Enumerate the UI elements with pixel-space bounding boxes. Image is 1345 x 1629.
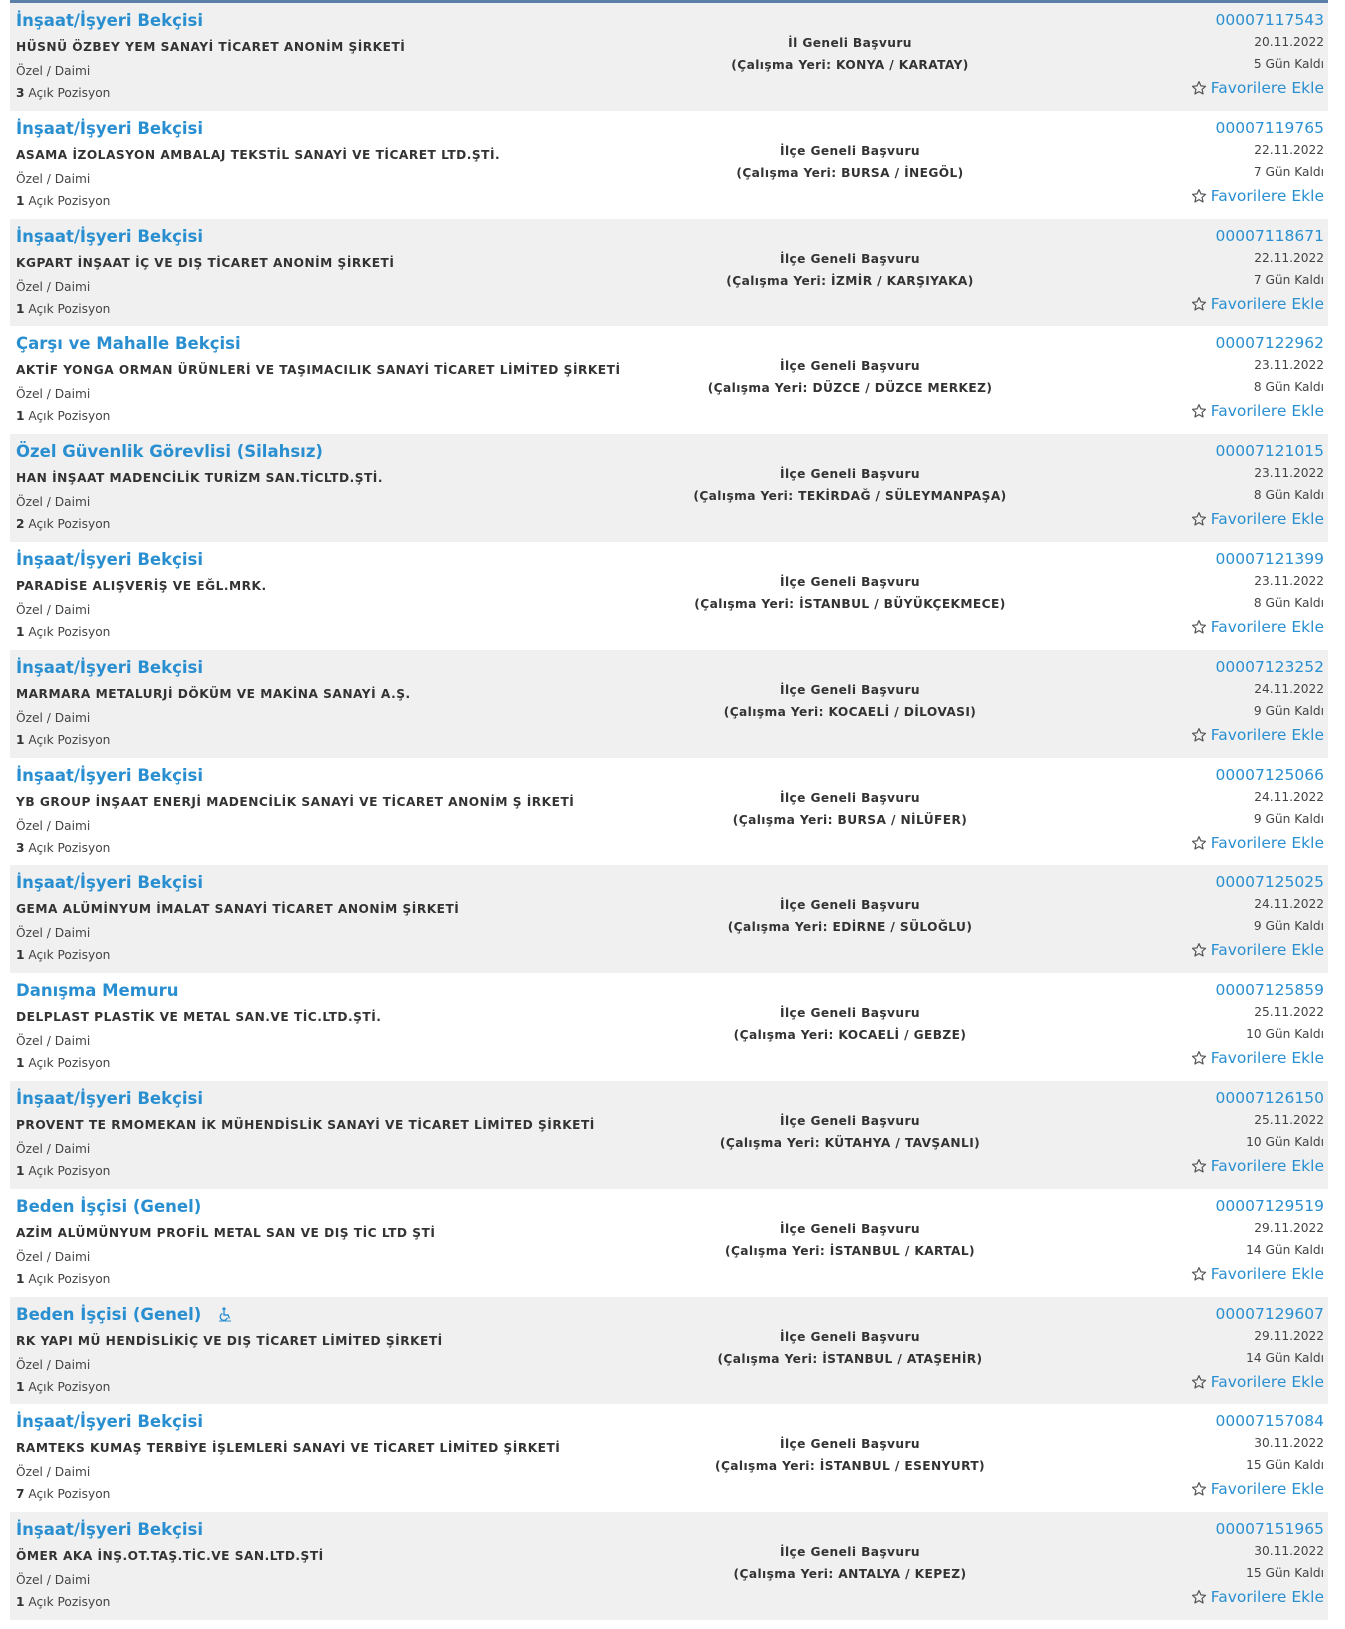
open-positions-count: 1: [16, 193, 25, 208]
job-listing-row: [10, 1081, 1328, 1189]
add-to-favorites-label: Favorilere Ekle: [1210, 79, 1324, 97]
application-type: İlçe Geneli Başvuru: [780, 251, 920, 266]
job-title-link[interactable]: [16, 1089, 203, 1108]
open-positions-count: 1: [16, 301, 25, 316]
job-listing-row: [10, 1512, 1328, 1620]
application-info: [630, 36, 1070, 72]
days-left: 8 Gün Kaldı: [1253, 488, 1324, 503]
company-name: DELPLAST PLASTİK VE METAL SAN.VE TİC.LTD.ŞTİ.: [16, 1010, 382, 1025]
job-title-text: İnşaat/İşyeri Bekçisi: [16, 549, 203, 569]
work-place: (Çalışma Yeri: EDİRNE / SÜLOĞLU): [727, 920, 973, 935]
listing-info: [10, 326, 636, 434]
company-name: KGPART İNŞAAT İÇ VE DIŞ TİCARET ANONİM ŞİRKETİ: [16, 255, 395, 270]
open-positions-label: Açık Pozisyon: [28, 1056, 111, 1071]
days-left: 9 Gün Kaldı: [1253, 811, 1324, 826]
employment-type: Özel / Daimi: [16, 1465, 91, 1480]
job-listing-list: [10, 0, 1328, 1620]
job-listing-row: [10, 758, 1328, 866]
listing-meta: [1084, 1089, 1324, 1178]
listing-date: 24.11.2022: [1254, 681, 1324, 696]
job-number-link[interactable]: 00007121015: [1215, 442, 1324, 461]
listing-info: [10, 111, 636, 219]
open-positions: [16, 517, 110, 531]
star-outline-icon: [1191, 942, 1207, 958]
job-listing-row: [10, 3, 1328, 111]
star-outline-icon: [1191, 1374, 1207, 1390]
job-title-link[interactable]: [16, 873, 203, 892]
add-to-favorites-button[interactable]: [1191, 1049, 1324, 1067]
listing-meta: [1084, 873, 1324, 962]
listing-date: 23.11.2022: [1254, 358, 1324, 373]
application-info: [630, 1437, 1070, 1473]
days-left: 15 Gün Kaldı: [1246, 1458, 1324, 1473]
add-to-favorites-label: Favorilere Ekle: [1210, 941, 1324, 960]
application-type: İlçe Geneli Başvuru: [780, 1113, 920, 1128]
application-info: [630, 898, 1070, 934]
job-title-link[interactable]: [16, 550, 203, 569]
add-to-favorites-button[interactable]: [1191, 941, 1324, 959]
listing-meta: [1084, 766, 1324, 855]
company-name: HÜSNÜ ÖZBEY YEM SANAYİ TİCARET ANONİM ŞİRKETİ: [16, 40, 406, 54]
job-title-link[interactable]: [16, 766, 203, 785]
listing-date: 22.11.2022: [1254, 142, 1324, 157]
work-place: (Çalışma Yeri: İSTANBUL / ATAŞEHİR): [717, 1351, 983, 1366]
listing-meta: [1084, 442, 1324, 531]
add-to-favorites-button[interactable]: [1191, 1480, 1324, 1498]
listing-meta: [1084, 1197, 1324, 1286]
add-to-favorites-button[interactable]: [1191, 187, 1324, 205]
application-type: İlçe Geneli Başvuru: [780, 1545, 920, 1560]
employment-type: Özel / Daimi: [16, 64, 91, 78]
open-positions: [16, 194, 110, 208]
company-name: MARMARA METALURJİ DÖKÜM VE MAKİNA SANAYİ A.Ş.: [16, 686, 411, 701]
star-outline-icon: [1191, 727, 1207, 743]
employment-type: Özel / Daimi: [16, 710, 91, 725]
work-place: (Çalışma Yeri: KOCAELİ / GEBZE): [733, 1028, 967, 1043]
open-positions-label: Açık Pozisyon: [28, 1595, 111, 1610]
listing-info: [10, 1297, 636, 1405]
job-title-text: Çarşı ve Mahalle Bekçisi: [16, 334, 241, 354]
days-left: 9 Gün Kaldı: [1253, 703, 1324, 718]
add-to-favorites-button[interactable]: [1191, 834, 1324, 852]
application-type: İlçe Geneli Başvuru: [780, 1329, 920, 1344]
open-positions-label: Açık Pozisyon: [28, 301, 111, 316]
open-positions: [16, 625, 110, 639]
days-left: 10 Gün Kaldı: [1246, 1027, 1324, 1042]
work-place: (Çalışma Yeri: BURSA / NİLÜFER): [732, 812, 968, 827]
employment-type: Özel / Daimi: [16, 602, 91, 617]
company-name: AZİM ALÜMÜNYUM PROFİL METAL SAN VE DIŞ TİC LTD ŞTİ: [16, 1225, 436, 1240]
listing-meta: [1084, 1412, 1324, 1501]
listing-meta: [1084, 119, 1324, 208]
job-title-link[interactable]: [16, 981, 179, 1000]
job-title-link[interactable]: [16, 658, 203, 677]
days-left: 10 Gün Kaldı: [1246, 1134, 1324, 1149]
add-to-favorites-button[interactable]: [1191, 1373, 1324, 1391]
job-title-link[interactable]: [16, 1197, 201, 1216]
application-type: İlçe Geneli Başvuru: [780, 467, 920, 482]
listing-info: [10, 865, 636, 973]
job-listing-row: [10, 326, 1328, 434]
company-name: AKTİF YONGA ORMAN ÜRÜNLERİ VE TAŞIMACILIK SANAYİ TİCARET LİMİTED ŞİRKETİ: [16, 363, 621, 378]
add-to-favorites-label: Favorilere Ekle: [1210, 1372, 1324, 1391]
star-outline-icon: [1191, 835, 1207, 851]
application-info: [630, 252, 1070, 288]
star-outline-icon: [1191, 188, 1207, 204]
application-info: [630, 144, 1070, 180]
company-name: ÖMER AKA İNŞ.OT.TAŞ.TİC.VE SAN.LTD.ŞTİ: [16, 1549, 324, 1564]
company-name: RK YAPI MÜ HENDİSLİKİÇ VE DIŞ TİCARET LİMİTED ŞİRKETİ: [16, 1333, 443, 1348]
job-title-text: İnşaat/İşyeri Bekçisi: [16, 1412, 203, 1432]
company-name: PARADİSE ALIŞVERİŞ VE EĞL.MRK.: [16, 578, 267, 593]
listing-info: [10, 542, 636, 650]
open-positions-label: Açık Pozisyon: [28, 1487, 111, 1502]
work-place: (Çalışma Yeri: ANTALYA / KEPEZ): [733, 1567, 967, 1582]
add-to-favorites-button[interactable]: [1191, 402, 1324, 420]
application-info: [630, 575, 1070, 611]
employment-type: Özel / Daimi: [16, 926, 91, 941]
job-number-link[interactable]: 00007123252: [1215, 657, 1324, 676]
open-positions-label: Açık Pozisyon: [28, 409, 111, 424]
star-outline-icon: [1191, 1158, 1207, 1174]
star-outline-icon: [1191, 1266, 1207, 1282]
job-title-text: İnşaat/İşyeri Bekçisi: [16, 765, 203, 785]
application-info: [630, 1222, 1070, 1258]
job-title-text: İnşaat/İşyeri Bekçisi: [16, 657, 203, 677]
days-left: 5 Gün Kaldı: [1253, 57, 1324, 71]
job-listing-row: [10, 650, 1328, 758]
open-positions: [16, 302, 110, 316]
open-positions-count: 1: [16, 1163, 25, 1178]
employment-type: Özel / Daimi: [16, 387, 91, 402]
add-to-favorites-label: Favorilere Ekle: [1210, 1049, 1324, 1068]
add-to-favorites-button[interactable]: [1191, 1265, 1324, 1283]
listing-meta: [1084, 550, 1324, 639]
application-type: İl Geneli Başvuru: [788, 36, 912, 50]
open-positions-count: 1: [16, 1379, 25, 1394]
work-place: (Çalışma Yeri: KONYA / KARATAY): [731, 58, 969, 72]
listing-info: [10, 3, 636, 111]
employment-type: Özel / Daimi: [16, 1141, 91, 1156]
company-name: PROVENT TE RMOMEKAN İK MÜHENDİSLİK SANAYİ VE TİCARET LİMİTED ŞİRKETİ: [16, 1117, 595, 1132]
add-to-favorites-button[interactable]: [1191, 618, 1324, 636]
open-positions: [16, 86, 110, 100]
job-title-link[interactable]: [16, 1305, 233, 1324]
open-positions-label: Açık Pozisyon: [28, 840, 111, 855]
listing-info: [10, 758, 636, 866]
application-type: İlçe Geneli Başvuru: [780, 359, 920, 374]
open-positions-label: Açık Pozisyon: [28, 86, 111, 100]
open-positions: [16, 948, 110, 962]
company-name: GEMA ALÜMİNYUM İMALAT SANAYİ TİCARET ANONİM ŞİRKETİ: [16, 902, 460, 917]
job-listing-row: [10, 1297, 1328, 1405]
job-number-link[interactable]: 00007122962: [1215, 334, 1324, 353]
open-positions-count: 1: [16, 409, 25, 424]
open-positions-count: 3: [16, 86, 25, 100]
star-outline-icon: [1191, 403, 1207, 419]
listing-meta: [1084, 658, 1324, 747]
listing-info: [10, 434, 636, 542]
open-positions-count: 1: [16, 948, 25, 963]
employment-type: Özel / Daimi: [16, 1249, 91, 1264]
application-info: [630, 1114, 1070, 1150]
add-to-favorites-button[interactable]: [1191, 79, 1324, 97]
add-to-favorites-label: Favorilere Ekle: [1210, 402, 1324, 421]
job-listing-row: [10, 1404, 1328, 1512]
application-type: İlçe Geneli Başvuru: [780, 682, 920, 697]
open-positions-label: Açık Pozisyon: [28, 517, 111, 532]
work-place: (Çalışma Yeri: KÜTAHYA / TAVŞANLI): [719, 1135, 981, 1150]
open-positions-count: 1: [16, 1595, 25, 1610]
open-positions: [16, 1595, 110, 1609]
add-to-favorites-label: Favorilere Ekle: [1210, 510, 1324, 529]
work-place: (Çalışma Yeri: İZMİR / KARŞIYAKA): [726, 273, 974, 288]
open-positions-label: Açık Pozisyon: [28, 732, 111, 747]
listing-date: 22.11.2022: [1254, 250, 1324, 265]
open-positions-count: 2: [16, 517, 25, 532]
job-title-text: İnşaat/İşyeri Bekçisi: [16, 873, 203, 893]
application-info: [630, 683, 1070, 719]
listing-date: 24.11.2022: [1254, 897, 1324, 912]
job-listing-row: [10, 111, 1328, 219]
job-listing-row: [10, 434, 1328, 542]
wheelchair-icon: [217, 1306, 233, 1322]
open-positions: [16, 1487, 110, 1501]
open-positions: [16, 733, 110, 747]
job-number-link[interactable]: 00007119765: [1215, 118, 1324, 137]
add-to-favorites-label: Favorilere Ekle: [1210, 1588, 1324, 1607]
employment-type: Özel / Daimi: [16, 1357, 91, 1372]
add-to-favorites-button[interactable]: [1191, 510, 1324, 528]
listing-date: 30.11.2022: [1254, 1436, 1324, 1451]
job-number-link[interactable]: 00007121399: [1215, 549, 1324, 568]
job-title-text: Danışma Memuru: [16, 981, 179, 1001]
add-to-favorites-button[interactable]: [1191, 1157, 1324, 1175]
open-positions-count: 1: [16, 1056, 25, 1071]
listing-date: 20.11.2022: [1254, 35, 1324, 49]
days-left: 8 Gün Kaldı: [1253, 595, 1324, 610]
job-title-link[interactable]: [16, 334, 241, 353]
employment-type: Özel / Daimi: [16, 818, 91, 833]
job-title-text: İnşaat/İşyeri Bekçisi: [16, 118, 203, 138]
job-listing-row: [10, 865, 1328, 973]
open-positions-label: Açık Pozisyon: [28, 1271, 111, 1286]
application-type: İlçe Geneli Başvuru: [780, 574, 920, 589]
employment-type: Özel / Daimi: [16, 1573, 91, 1588]
star-outline-icon: [1191, 1589, 1207, 1605]
job-title-link[interactable]: [16, 227, 203, 246]
listing-info: [10, 1189, 636, 1297]
job-listing-row: [10, 973, 1328, 1081]
work-place: (Çalışma Yeri: İSTANBUL / BÜYÜKÇEKMECE): [694, 596, 1006, 611]
add-to-favorites-button[interactable]: [1191, 726, 1324, 744]
work-place: (Çalışma Yeri: BURSA / İNEGÖL): [736, 165, 964, 180]
open-positions: [16, 1164, 110, 1178]
star-outline-icon: [1191, 1481, 1207, 1497]
star-outline-icon: [1191, 511, 1207, 527]
listing-info: [10, 1081, 636, 1189]
days-left: 15 Gün Kaldı: [1246, 1566, 1324, 1581]
listing-info: [10, 219, 636, 327]
job-title-text: Özel Güvenlik Görevlisi (Silahsız): [16, 442, 323, 462]
employment-type: Özel / Daimi: [16, 279, 91, 294]
job-number-link[interactable]: 00007126150: [1215, 1088, 1324, 1107]
job-number-link[interactable]: 00007151965: [1215, 1520, 1324, 1539]
job-title-text: İnşaat/İşyeri Bekçisi: [16, 1088, 203, 1108]
listing-info: [10, 1404, 636, 1512]
star-outline-icon: [1191, 619, 1207, 635]
job-title-text: İnşaat/İşyeri Bekçisi: [16, 226, 203, 246]
open-positions: [16, 841, 110, 855]
days-left: 8 Gün Kaldı: [1253, 380, 1324, 395]
open-positions: [16, 1380, 110, 1394]
job-title-link[interactable]: [16, 11, 203, 30]
job-listing-row: [10, 1189, 1328, 1297]
job-title-link[interactable]: [16, 1412, 203, 1431]
open-positions-label: Açık Pozisyon: [28, 1163, 111, 1178]
days-left: 7 Gün Kaldı: [1253, 164, 1324, 179]
listing-info: [10, 650, 636, 758]
application-info: [630, 1006, 1070, 1042]
job-title-text: İnşaat/İşyeri Bekçisi: [16, 1520, 203, 1540]
work-place: (Çalışma Yeri: KOCAELİ / DİLOVASI): [723, 704, 977, 719]
application-info: [630, 359, 1070, 395]
job-number-link[interactable]: 00007125025: [1215, 873, 1324, 892]
open-positions-count: 1: [16, 1271, 25, 1286]
job-title-link[interactable]: [16, 442, 323, 461]
employment-type: Özel / Daimi: [16, 1034, 91, 1049]
listing-date: 23.11.2022: [1254, 466, 1324, 481]
open-positions-count: 1: [16, 624, 25, 639]
add-to-favorites-label: Favorilere Ekle: [1210, 294, 1324, 313]
days-left: 14 Gün Kaldı: [1246, 1350, 1324, 1365]
job-title-text: İnşaat/İşyeri Bekçisi: [16, 11, 203, 30]
job-number-link[interactable]: 00007125859: [1215, 981, 1324, 1000]
company-name: YB GROUP İNŞAAT ENERJİ MADENCİLİK SANAYİ VE TİCARET ANONİM Ş İRKETİ: [16, 794, 575, 809]
listing-date: 25.11.2022: [1254, 1005, 1324, 1020]
add-to-favorites-label: Favorilere Ekle: [1210, 186, 1324, 205]
application-type: İlçe Geneli Başvuru: [780, 898, 920, 913]
listing-meta: [1084, 1520, 1324, 1609]
days-left: 14 Gün Kaldı: [1246, 1242, 1324, 1257]
job-title-link[interactable]: [16, 1520, 203, 1539]
days-left: 9 Gün Kaldı: [1253, 919, 1324, 934]
listing-date: 23.11.2022: [1254, 573, 1324, 588]
job-number-link[interactable]: 00007129519: [1215, 1196, 1324, 1215]
job-number-link[interactable]: 00007117543: [1215, 11, 1324, 29]
open-positions-label: Açık Pozisyon: [28, 1379, 111, 1394]
job-number-link[interactable]: 00007118671: [1215, 226, 1324, 245]
job-title-text: Beden İşçisi (Genel): [16, 1304, 202, 1324]
listing-meta: [1084, 11, 1324, 100]
company-name: ASAMA İZOLASYON AMBALAJ TEKSTİL SANAYİ VE TİCARET LTD.ŞTİ.: [16, 147, 501, 162]
application-type: İlçe Geneli Başvuru: [780, 1006, 920, 1021]
open-positions-label: Açık Pozisyon: [28, 193, 111, 208]
application-type: İlçe Geneli Başvuru: [780, 143, 920, 158]
add-to-favorites-label: Favorilere Ekle: [1210, 1264, 1324, 1283]
open-positions-count: 3: [16, 840, 25, 855]
open-positions: [16, 1272, 110, 1286]
listing-date: 29.11.2022: [1254, 1328, 1324, 1343]
open-positions-label: Açık Pozisyon: [28, 948, 111, 963]
add-to-favorites-label: Favorilere Ekle: [1210, 833, 1324, 852]
employment-type: Özel / Daimi: [16, 171, 91, 186]
add-to-favorites-label: Favorilere Ekle: [1210, 1480, 1324, 1499]
job-title-link[interactable]: [16, 119, 203, 138]
listing-date: 30.11.2022: [1254, 1544, 1324, 1559]
application-info: [630, 467, 1070, 503]
listing-meta: [1084, 227, 1324, 316]
work-place: (Çalışma Yeri: DÜZCE / DÜZCE MERKEZ): [707, 381, 993, 396]
company-name: HAN İNŞAAT MADENCİLİK TURİZM SAN.TİCLTD.ŞTİ.: [16, 471, 383, 486]
application-info: [630, 1545, 1070, 1581]
listing-meta: [1084, 981, 1324, 1070]
application-info: [630, 1330, 1070, 1366]
application-type: İlçe Geneli Başvuru: [780, 1437, 920, 1452]
employment-type: Özel / Daimi: [16, 495, 91, 510]
star-outline-icon: [1191, 80, 1207, 96]
work-place: (Çalışma Yeri: İSTANBUL / KARTAL): [724, 1243, 976, 1258]
application-info: [630, 791, 1070, 827]
listing-meta: [1084, 334, 1324, 423]
open-positions-label: Açık Pozisyon: [28, 624, 111, 639]
add-to-favorites-label: Favorilere Ekle: [1210, 617, 1324, 636]
listing-date: 29.11.2022: [1254, 1220, 1324, 1235]
company-name: RAMTEKS KUMAŞ TERBİYE İŞLEMLERİ SANAYİ VE TİCARET LİMİTED ŞİRKETİ: [16, 1441, 561, 1456]
listing-date: 24.11.2022: [1254, 789, 1324, 804]
open-positions: [16, 1056, 110, 1070]
application-type: İlçe Geneli Başvuru: [780, 1221, 920, 1236]
listing-date: 25.11.2022: [1254, 1112, 1324, 1127]
add-to-favorites-button[interactable]: [1191, 1588, 1324, 1606]
work-place: (Çalışma Yeri: TEKİRDAĞ / SÜLEYMANPAŞA): [693, 489, 1007, 504]
star-outline-icon: [1191, 296, 1207, 312]
open-positions-count: 1: [16, 732, 25, 747]
job-title-text: Beden İşçisi (Genel): [16, 1196, 202, 1216]
job-number-link[interactable]: 00007125066: [1215, 765, 1324, 784]
application-type: İlçe Geneli Başvuru: [780, 790, 920, 805]
star-outline-icon: [1191, 1050, 1207, 1066]
open-positions: [16, 409, 110, 423]
listing-meta: [1084, 1305, 1324, 1394]
days-left: 7 Gün Kaldı: [1253, 272, 1324, 287]
job-number-link[interactable]: 00007157084: [1215, 1412, 1324, 1431]
add-to-favorites-button[interactable]: [1191, 295, 1324, 313]
listing-info: [10, 1512, 636, 1620]
job-listing-row: [10, 219, 1328, 327]
job-listing-row: [10, 542, 1328, 650]
add-to-favorites-label: Favorilere Ekle: [1210, 725, 1324, 744]
job-number-link[interactable]: 00007129607: [1215, 1304, 1324, 1323]
open-positions-count: 7: [16, 1487, 25, 1502]
listing-info: [10, 973, 636, 1081]
work-place: (Çalışma Yeri: İSTANBUL / ESENYURT): [714, 1459, 986, 1474]
add-to-favorites-label: Favorilere Ekle: [1210, 1156, 1324, 1175]
